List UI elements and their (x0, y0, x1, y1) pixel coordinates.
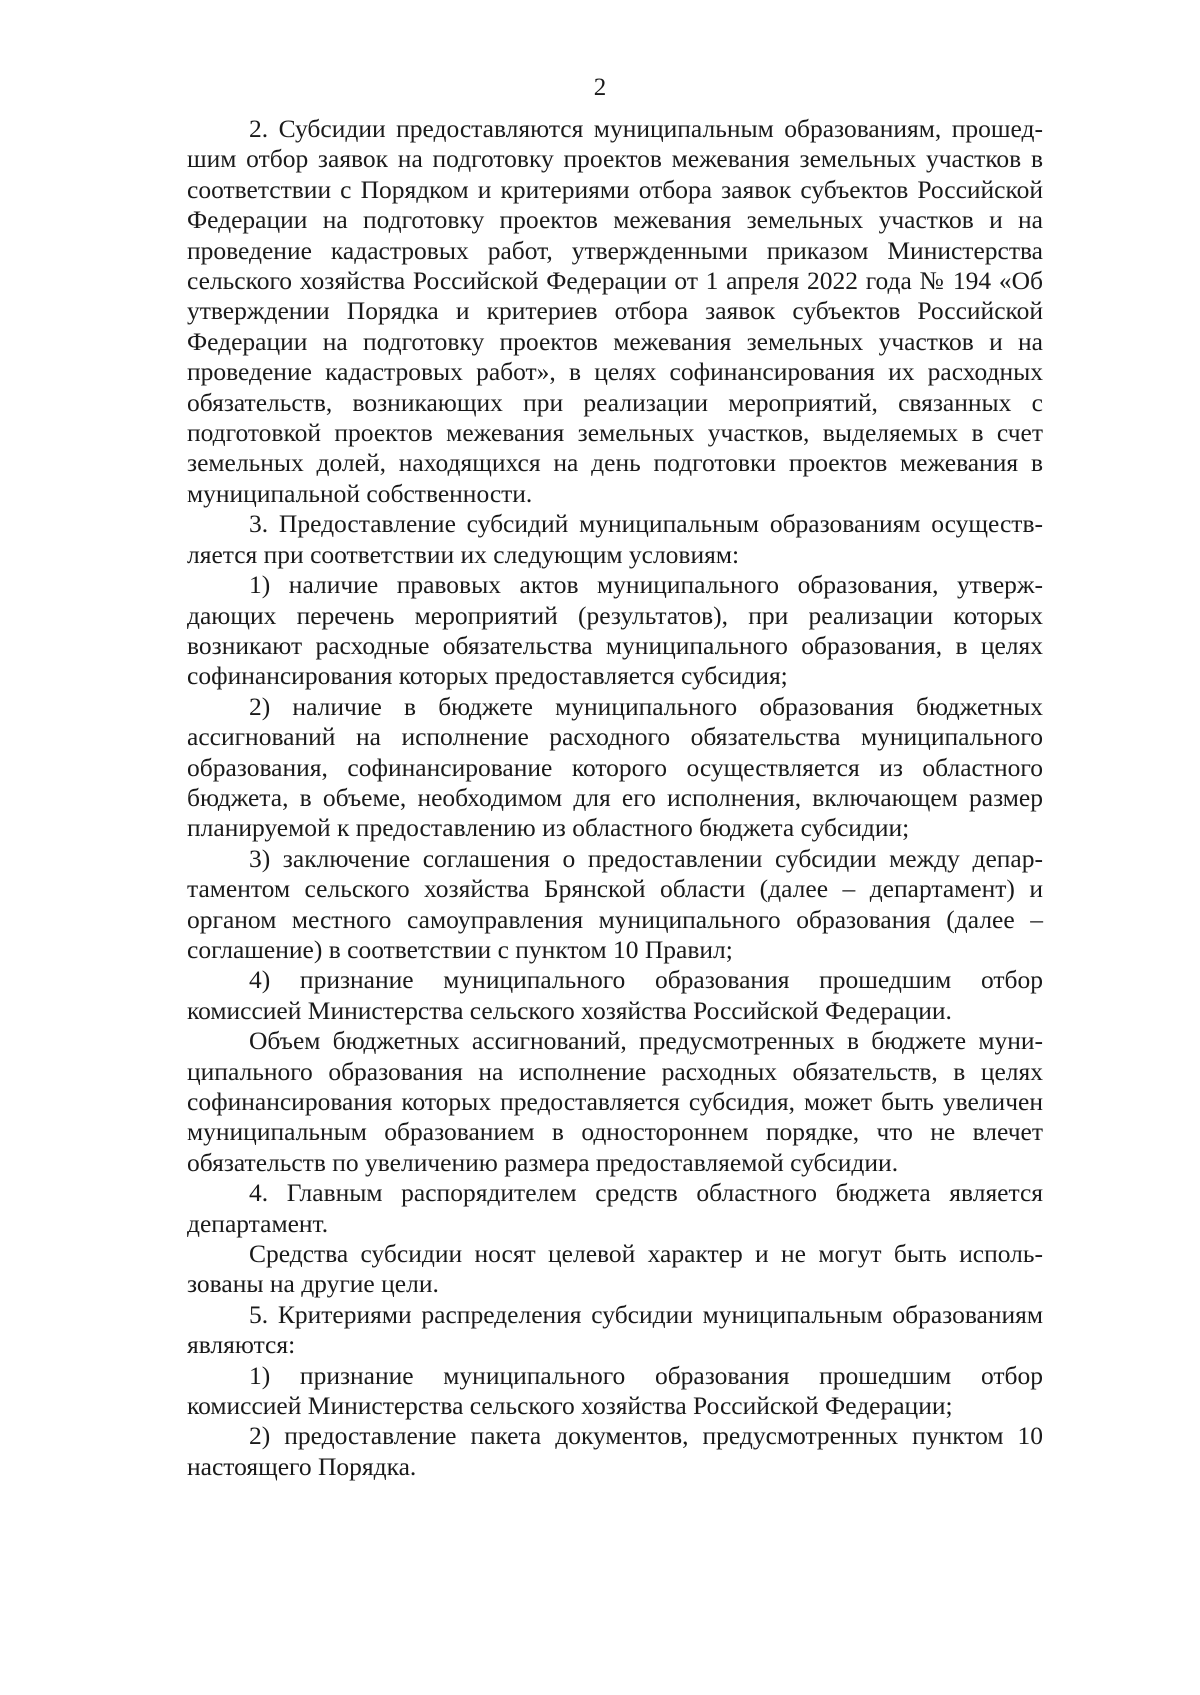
page-number: 2 (593, 74, 607, 101)
paragraph-budget-volume: Объем бюджетных ассигнований, предусмотренных в бюджете муниципального образования на исполнение расходных обязательств, в целях софинансирования которых предоставляется субсидия, может быть увеличен муниципальным образованием в одностороннем порядке, что не влечет обязательств по увеличению размера предоставляемой субсидии. (187, 1026, 1043, 1177)
condition-1-legal-acts: 1) наличие правовых актов муниципального образования, утверждающих перечень мероприятий (результатов), при реализации которых возникают расходные обязательства муниципального образования, в целях софинансирования которых предоставляется субсидия; (187, 570, 1043, 691)
paragraph-item-5-criteria: 5. Критериями распределения субсидии муниципальным образованиям являются: (187, 1299, 1043, 1360)
paragraph-target-purpose: Средства субсидии носят целевой характер и не могут быть использованы на другие цели. (187, 1239, 1043, 1299)
paragraph-item-3-conditions: 3. Предоставление субсидий муниципальным образованиям осуществляется при соответствии их следующим условиям: (187, 509, 1043, 569)
criterion-1-selection-passed: 1) признание муниципального образования прошедшим отбор комиссией Министерства сельского хозяйства Российской Федерации; (187, 1360, 1043, 1421)
condition-3-agreement: 3) заключение соглашения о предоставлении субсидии между департаментом сельского хозяйства Брянской области (далее – департамент) и органом местного самоуправления муниципального образования (далее – соглашение) в соответствии с пунктом 10 Правил; (187, 843, 1043, 964)
paragraph-item-2-subsidies-provision: 2. Субсидии предоставляются муниципальным образованиям, прошедшим отбор заявок на подготовку проектов межевания земельных участков в соответствии с Порядком и критериями отбора заявок субъектов Российской Федерации на подготовку проектов межевания земельных участков и на проведение кадастровых работ, утвержденными приказом Министерства сельского хозяйства Российской Федерации от 1 апреля 2022 года № 194 «Об утверждении Порядка и критериев отбора заявок субъектов Российской Федерации на подготовку проектов межевания земельных участков и на проведение кадастровых работ», в целях софинансирования их расходных обязательств, возникающих при реализации мероприятий, связанных с подготовкой проектов межевания земельных участков, выделяемых в счет земельных долей, находящихся на день подготовки проектов межевания в муниципальной собственности. (187, 114, 1043, 508)
criterion-2-documents-package: 2) предоставление пакета документов, предусмотренных пунктом 10 настоящего Порядка. (187, 1421, 1043, 1481)
condition-2-budget-allocations: 2) наличие в бюджете муниципального образования бюджетных ассигнований на исполнение расходного обязательства муниципального образования, софинансирование которого осуществляется из областного бюджета, в объеме, необходимом для его исполнения, включающем размер планируемой к предоставлению из областного бюджета субсидии; (187, 691, 1043, 843)
paragraph-item-4-main-administrator: 4. Главным распорядителем средств областного бюджета является департамент. (187, 1178, 1043, 1238)
document-body (187, 114, 1043, 1482)
condition-4-selection-passed: 4) признание муниципального образования прошедшим отбор комиссией Министерства сельского хозяйства Российской Федерации. (187, 965, 1043, 1025)
